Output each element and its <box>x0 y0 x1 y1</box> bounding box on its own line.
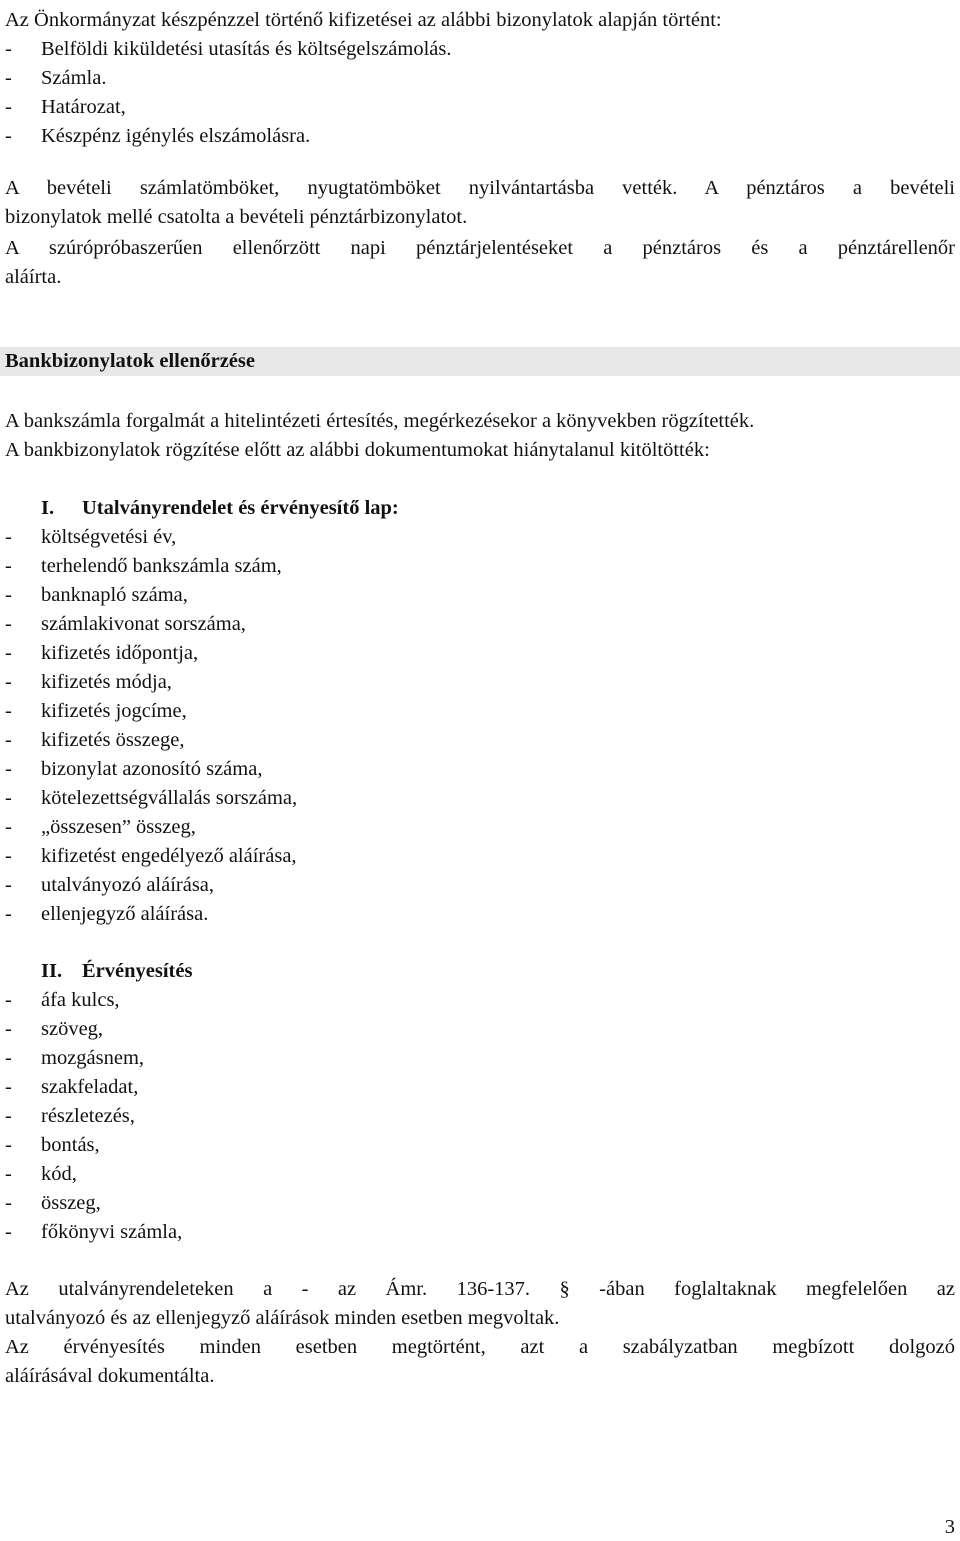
list-item <box>5 784 955 813</box>
list-dash: - <box>5 96 12 118</box>
list-item <box>5 64 955 93</box>
list-number: II. <box>41 960 63 982</box>
list-item-text: kifizetés időpontja, <box>41 642 199 664</box>
list-item-text: Határozat, <box>41 96 126 118</box>
list-item <box>5 610 955 639</box>
paragraph-line: Az érvényesítés minden esetben megtörtént, azt a szabályzatban megbízott dolgozó <box>5 1336 955 1358</box>
paragraph-line: A bevételi számlatömböket, nyugtatömböket nyilvántartásba vették. A pénztáros a bevételi <box>5 177 955 199</box>
list-item <box>5 1189 955 1218</box>
bank-section-text <box>5 407 955 465</box>
list-item-text: főkönyvi számla, <box>41 1221 183 1243</box>
closing-section <box>5 1275 955 1391</box>
list-item-text: kifizetés módja, <box>41 671 172 693</box>
list-dash: - <box>5 1076 12 1098</box>
list-item <box>5 1015 955 1044</box>
list-heading <box>5 494 955 523</box>
paragraph-line: A bankszámla forgalmát a hitelintézeti értesítés, megérkezésekor a könyvekben rögzítették. <box>5 410 755 432</box>
list-number: I. <box>41 497 55 519</box>
list-ervenyesites <box>5 957 955 1247</box>
list-item-text: szakfeladat, <box>41 1076 139 1098</box>
list-item <box>5 552 955 581</box>
list-dash: - <box>5 903 12 925</box>
list-item <box>5 1102 955 1131</box>
list-item <box>5 697 955 726</box>
list-item-text: kifizetés összege, <box>41 729 185 751</box>
list-item <box>5 523 955 552</box>
list-item <box>5 842 955 871</box>
section-heading <box>0 347 960 376</box>
list-item <box>5 871 955 900</box>
list-item <box>5 1073 955 1102</box>
intro-section <box>5 6 955 151</box>
list-utalvanyrendelet <box>5 494 955 929</box>
list-item <box>5 581 955 610</box>
list-items <box>5 523 955 929</box>
list-item <box>5 1044 955 1073</box>
list-dash: - <box>5 1192 12 1214</box>
list-item-text: szöveg, <box>41 1018 104 1040</box>
paragraph-line: aláírásával dokumentálta. <box>5 1365 215 1387</box>
list-item-text: mozgásnem, <box>41 1047 145 1069</box>
list-item-text: Számla. <box>41 67 107 89</box>
list-item-text: áfa kulcs, <box>41 989 120 1011</box>
list-item <box>5 93 955 122</box>
list-dash: - <box>5 1134 12 1156</box>
list-item-text: banknapló száma, <box>41 584 188 606</box>
list-dash: - <box>5 584 12 606</box>
receipts-paragraph <box>5 174 955 232</box>
list-item-text: költségvetési év, <box>41 526 177 548</box>
list-dash: - <box>5 758 12 780</box>
list-item <box>5 1131 955 1160</box>
list-dash: - <box>5 125 12 147</box>
list-item <box>5 668 955 697</box>
paragraph-line: utalványozó és az ellenjegyző aláírások minden esetben megvoltak. <box>5 1307 560 1329</box>
list-item-text: kötelezettségvállalás sorszáma, <box>41 787 298 809</box>
paragraph-line: A szúrópróbaszerűen ellenőrzött napi pénztárjelentéseket a pénztáros és a pénztárellenőr <box>5 237 955 259</box>
list-dash: - <box>5 642 12 664</box>
intro-text: Az Önkormányzat készpénzzel történő kifizetései az alábbi bizonylatok alapján történt: <box>5 9 722 31</box>
list-item <box>5 726 955 755</box>
list-item-text: utalványozó aláírása, <box>41 874 215 896</box>
paragraph-line: A bankbizonylatok rögzítése előtt az alábbi dokumentumokat hiánytalanul kitöltötték: <box>5 439 710 461</box>
list-item-text: számlakivonat sorszáma, <box>41 613 246 635</box>
list-dash: - <box>5 671 12 693</box>
list-item-text: Belföldi kiküldetési utasítás és költségelszámolás. <box>41 38 452 60</box>
list-item-text: terhelendő bankszámla szám, <box>41 555 282 577</box>
page-number: 3 <box>944 1516 955 1538</box>
list-dash: - <box>5 816 12 838</box>
paragraph-line: Az utalványrendeleteken a - az Ámr. 136-137. § -ában foglaltaknak megfelelően az <box>5 1278 955 1300</box>
list-dash: - <box>5 38 12 60</box>
list-item <box>5 122 955 151</box>
paragraph-line: aláírta. <box>5 266 62 288</box>
list-title: Érvényesítés <box>82 960 193 982</box>
list-dash: - <box>5 874 12 896</box>
list-dash: - <box>5 1018 12 1040</box>
list-dash: - <box>5 787 12 809</box>
list-dash: - <box>5 526 12 548</box>
list-item-text: bizonylat azonosító száma, <box>41 758 263 780</box>
list-item <box>5 755 955 784</box>
list-item <box>5 900 955 929</box>
list-item <box>5 986 955 1015</box>
list-dash: - <box>5 613 12 635</box>
section-heading-text: Bankbizonylatok ellenőrzése <box>5 350 255 372</box>
list-item-text: ellenjegyző aláírása. <box>41 903 209 925</box>
list-item <box>5 639 955 668</box>
list-item <box>5 813 955 842</box>
list-item-text: kód, <box>41 1163 77 1185</box>
list-title: Utalványrendelet és érvényesítő lap: <box>82 497 399 519</box>
paragraph-line: bizonylatok mellé csatolta a bevételi pénztárbizonylatot. <box>5 206 468 228</box>
list-item-text: „összesen” összeg, <box>41 816 196 838</box>
reports-paragraph <box>5 234 955 292</box>
list-dash: - <box>5 729 12 751</box>
list-item <box>5 1160 955 1189</box>
list-item-text: részletezés, <box>41 1105 135 1127</box>
list-item-text: kifizetést engedélyező aláírása, <box>41 845 297 867</box>
list-dash: - <box>5 1221 12 1243</box>
list-item-text: kifizetés jogcíme, <box>41 700 187 722</box>
list-items <box>5 986 955 1247</box>
list-dash: - <box>5 989 12 1011</box>
list-dash: - <box>5 67 12 89</box>
list-item-text: összeg, <box>41 1192 101 1214</box>
list-heading <box>5 957 955 986</box>
list-item <box>5 35 955 64</box>
list-dash: - <box>5 845 12 867</box>
list-item-text: bontás, <box>41 1134 100 1156</box>
list-dash: - <box>5 555 12 577</box>
list-item <box>5 1218 955 1247</box>
list-dash: - <box>5 1047 12 1069</box>
list-dash: - <box>5 700 12 722</box>
list-dash: - <box>5 1163 12 1185</box>
list-dash: - <box>5 1105 12 1127</box>
list-item-text: Készpénz igénylés elszámolásra. <box>41 125 311 147</box>
